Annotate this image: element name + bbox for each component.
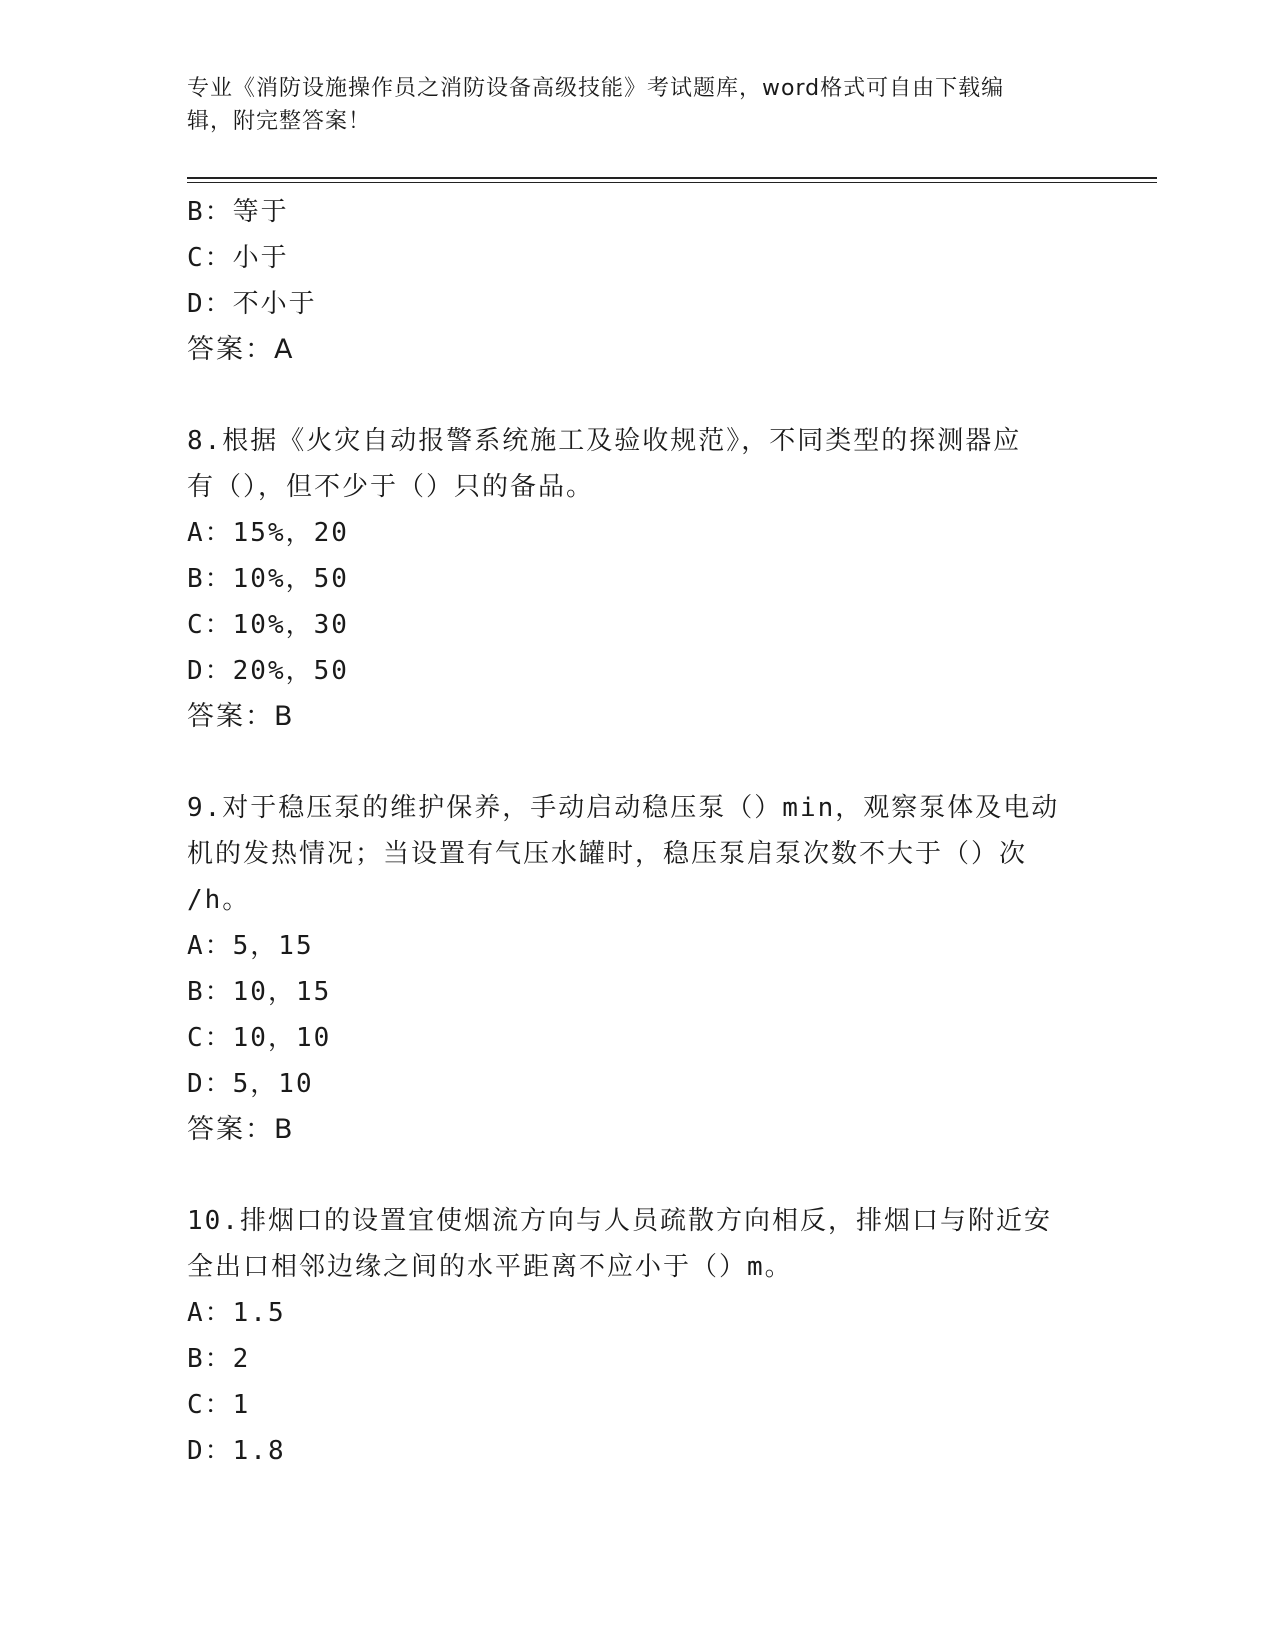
header-line-1: 专业《消防设施操作员之消防设备高级技能》考试题库，word格式可自由下载编 bbox=[187, 76, 1005, 101]
option-d: D：不小于 bbox=[187, 289, 317, 319]
option-a: A：1.5 bbox=[187, 1298, 286, 1328]
option-c: C：小于 bbox=[187, 243, 289, 273]
question-9 bbox=[187, 785, 1067, 1153]
option-c: C：10，10 bbox=[187, 1023, 332, 1053]
option-a: A：15%，20 bbox=[187, 518, 349, 548]
option-b: B：2 bbox=[187, 1344, 251, 1374]
option-b: B：10，15 bbox=[187, 977, 332, 1007]
question-text: 有（），但不少于（）只的备品。 bbox=[187, 472, 595, 502]
question-7-continuation bbox=[187, 189, 1067, 373]
option-b: B：等于 bbox=[187, 197, 289, 227]
question-list bbox=[187, 189, 1067, 1474]
option-b: B：10%，50 bbox=[187, 564, 349, 594]
header-line-2: 辑，附完整答案！ bbox=[187, 109, 372, 134]
option-d: D：5，10 bbox=[187, 1069, 314, 1099]
answer: 答案：B bbox=[187, 1114, 295, 1145]
question-10 bbox=[187, 1198, 1067, 1474]
answer: 答案：B bbox=[187, 701, 295, 732]
header-divider bbox=[187, 177, 1157, 183]
question-text: 全出口相邻边缘之间的水平距离不应小于（）m。 bbox=[187, 1252, 793, 1282]
answer: 答案：A bbox=[187, 334, 295, 365]
option-a: A：5，15 bbox=[187, 931, 314, 961]
option-d: D：20%，50 bbox=[187, 656, 349, 686]
option-c: C：10%，30 bbox=[187, 610, 349, 640]
question-text: 9.对于稳压泵的维护保养，手动启动稳压泵（）min，观察泵体及电动 bbox=[187, 793, 1060, 823]
question-text: 机的发热情况；当设置有气压水罐时，稳压泵启泵次数不大于（）次 bbox=[187, 839, 1028, 869]
question-8 bbox=[187, 418, 1067, 740]
question-text: 8.根据《火灾自动报警系统施工及验收规范》，不同类型的探测器应 bbox=[187, 426, 1022, 456]
option-c: C：1 bbox=[187, 1390, 251, 1420]
option-d: D：1.8 bbox=[187, 1436, 286, 1466]
question-text: /h。 bbox=[187, 885, 251, 915]
document-header bbox=[187, 72, 1087, 138]
question-text: 10.排烟口的设置宜使烟流方向与人员疏散方向相反，排烟口与附近安 bbox=[187, 1206, 1052, 1236]
